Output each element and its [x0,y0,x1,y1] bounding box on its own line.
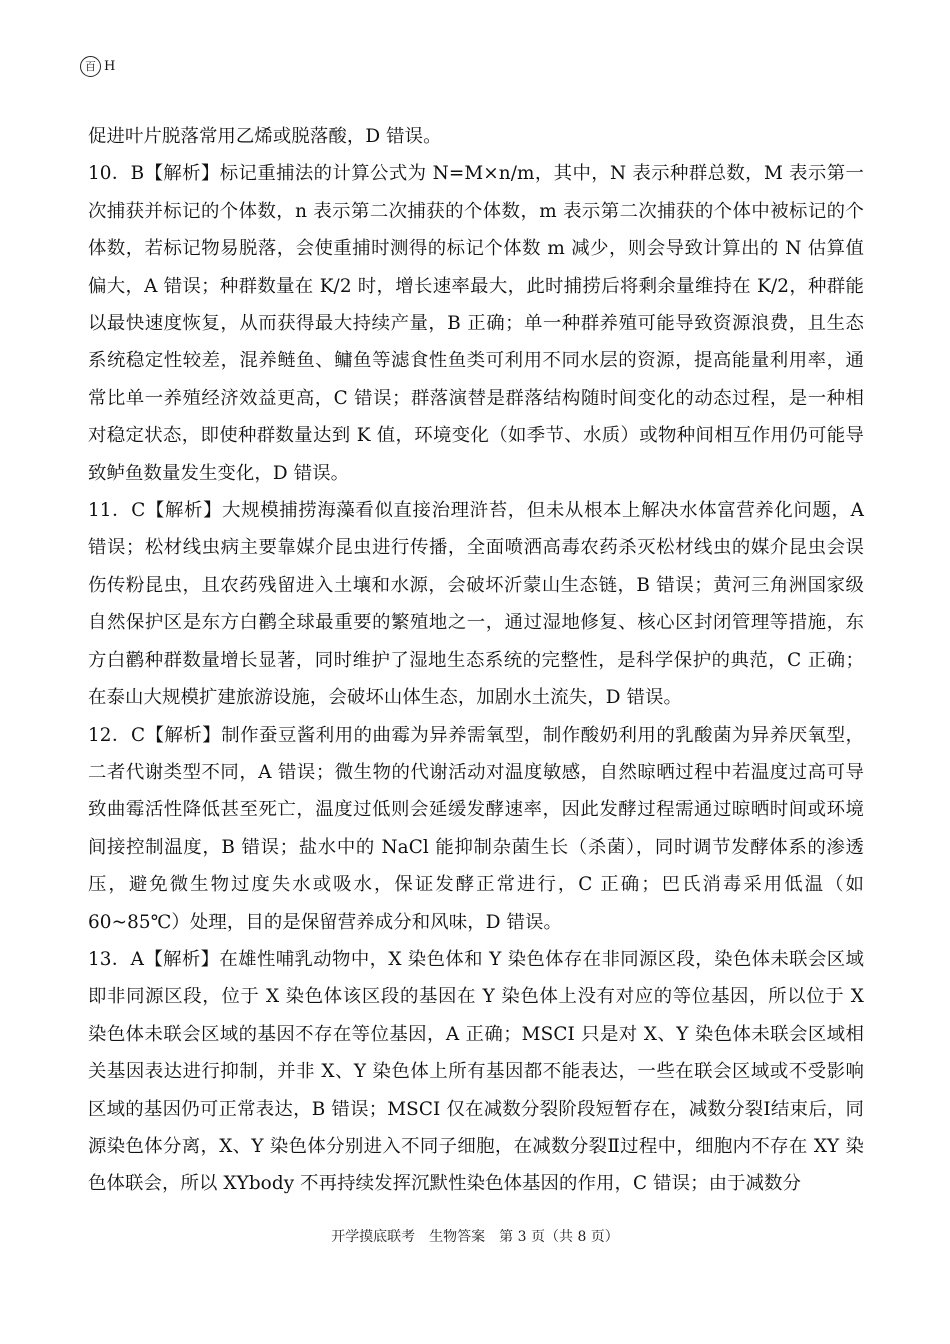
logo-circle-char: 百 [80,56,101,77]
answer-content [88,118,864,1203]
logo-letter: H [104,59,116,74]
answer-10: 10．B【解析】标记重捕法的计算公式为 N=M×n/m，其中，N 表示种群总数，M 表示第一次捕获并标记的个体数，n 表示第二次捕获的个体数，m 表示第二次捕获的个体中被标记的个体数，若标记物易脱落，会使重捕时测得的标记个体数 m 减少，则会导致计算出的 N 估算值偏大，A 错误；种群数量在 K/2 时，增长速率最大，此时捕捞后将剩余量维持在 K/2，种群能以最快速度恢复，从而获得最大持续产量，B 正确；单一种群养殖可能导致资源浪费，且生态系统稳定性较差，混养鲢鱼、鳙鱼等滤食性鱼类可利用不同水层的资源，提高能量利用率，通常比单一养殖经济效益更高，C 错误；群落演替是群落结构随时间变化的动态过程，是一种相对稳定状态，即使种群数量达到 K 值，环境变化（如季节、水质）或物种间相互作用仍可能导致鲈鱼数量发生变化，D 错误。 [88,163,864,484]
paragraph-continuation: 促进叶片脱落常用乙烯或脱落酸，D 错误。 [88,126,442,147]
answer-12: 12．C【解析】制作蚕豆酱利用的曲霉为异养需氧型，制作酸奶利用的乳酸菌为异养厌氧型，二者代谢类型不同，A 错误；微生物的代谢活动对温度敏感，自然晾晒过程中若温度过高可导致曲霉活性降低甚至死亡，温度过低则会延缓发酵速率，因此发酵过程需通过晾晒时间或环境间接控制温度，B 错误；盐水中的 NaCl 能抑制杂菌生长（杀菌），同时调节发酵体系的渗透压，避免微生物过度失水或吸水，保证发酵正常进行，C 正确；巴氏消毒采用低温（如 60~85℃）处理，目的是保留营养成分和风味，D 错误。 [88,724,864,933]
answer-13: 13．A【解析】在雄性哺乳动物中，X 染色体和 Y 染色体存在非同源区段，染色体未联会区域即非同源区段，位于 X 染色体该区段的基因在 Y 染色体上没有对应的等位基因，所以位于 X 染色体未联会区域的基因不存在等位基因，A 正确；MSCI 只是对 X、Y 染色体未联会区域相关基因表达进行抑制，并非 X、Y 染色体上所有基因都不能表达，一些在联会区域或不受影响区域的基因仍可正常表达，B 错误；MSCI 仅在减数分裂阶段短暂存在，减数分裂Ⅰ结束后，同源染色体分离，X、Y 染色体分别进入不同子细胞，在减数分裂Ⅱ过程中，细胞内不存在 XY 染色体联会，所以 XYbody 不再持续发挥沉默性染色体基因的作用，C 错误；由于减数分 [88,948,864,1195]
page-footer: 开学摸底联考 生物答案 第 3 页（共 8 页） [331,1229,619,1245]
logo [80,56,115,77]
answer-11: 11．C【解析】大规模捕捞海藻看似直接治理浒苔，但未从根本上解决水体富营养化问题，A 错误；松材线虫病主要靠媒介昆虫进行传播，全面喷洒高毒农药杀灭松材线虫的媒介昆虫会误伤传粉昆虫，且农药残留进入土壤和水源，会破坏沂蒙山生态链，B 错误；黄河三角洲国家级自然保护区是东方白鹳全球最重要的繁殖地之一，通过湿地修复、核心区封闭管理等措施，东方白鹳种群数量增长显著，同时维护了湿地生态系统的完整性，是科学保护的典范，C 正确；在泰山大规模扩建旅游设施，会破坏山体生态，加剧水土流失，D 错误。 [88,500,864,709]
